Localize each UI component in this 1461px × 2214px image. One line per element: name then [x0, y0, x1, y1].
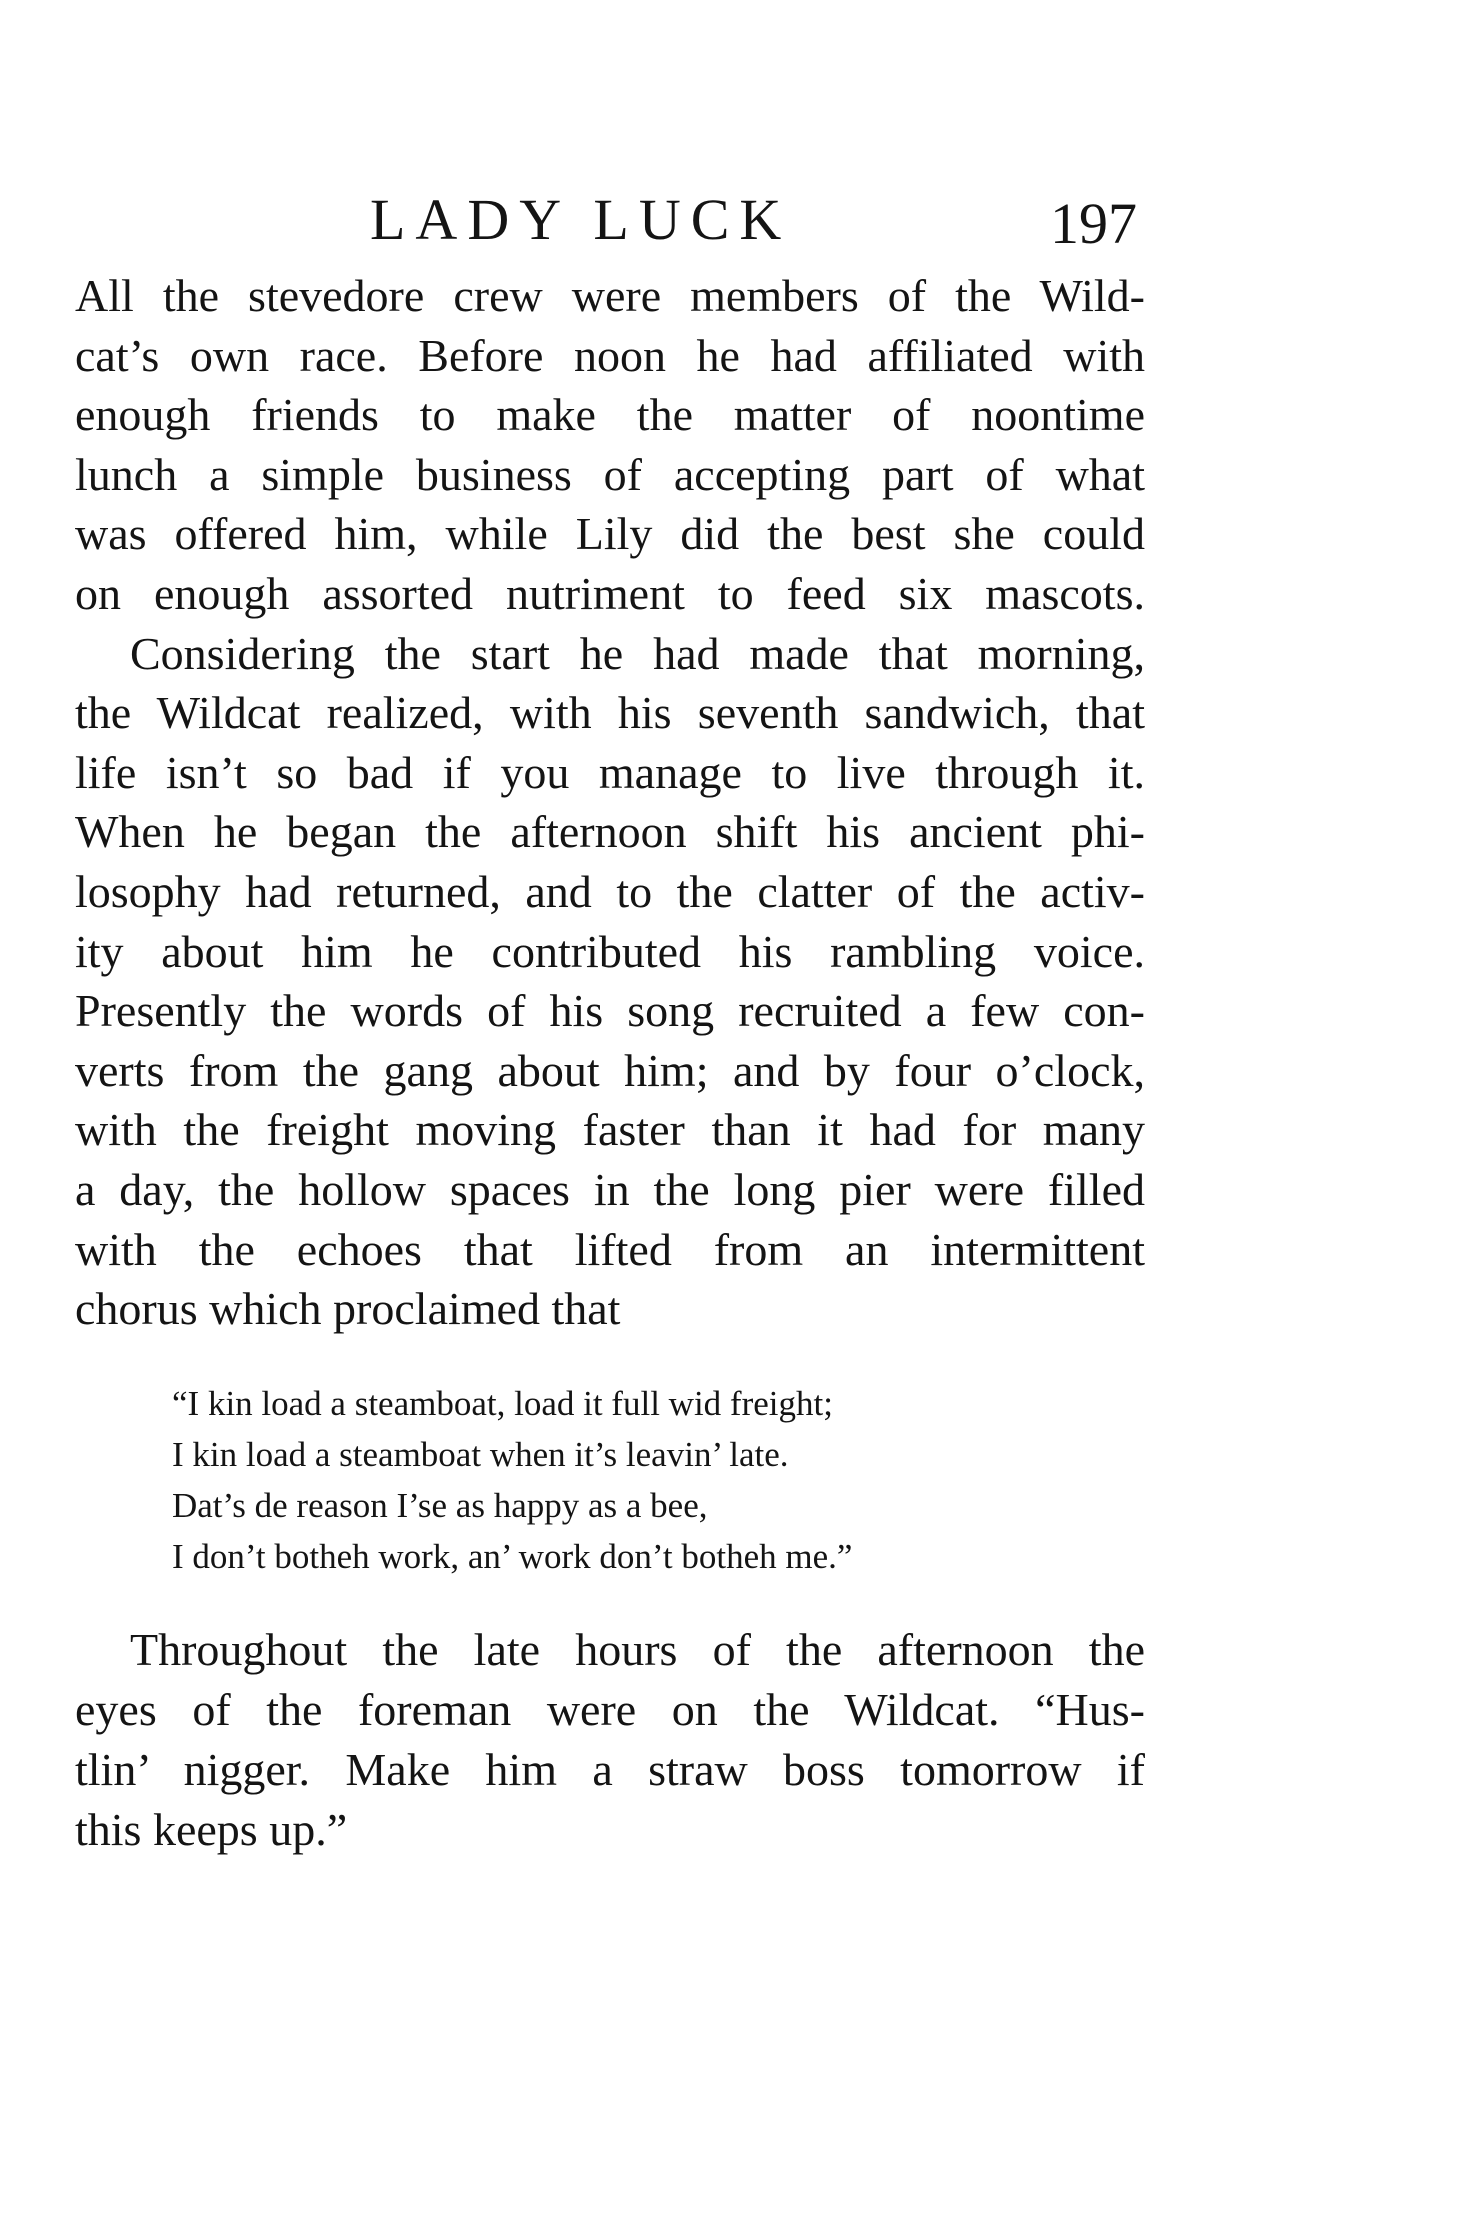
text-line: on enough assorted nutriment to feed six mascots. — [75, 567, 1145, 619]
text-line: the Wildcat realized, with his seventh sandwich, that — [75, 687, 1145, 739]
text-line: enough friends to make the matter of noontime — [75, 389, 1145, 441]
running-head — [75, 180, 1145, 260]
text-line: was offered him, while Lily did the best she could — [75, 508, 1145, 560]
verse-line: I kin load a steamboat when it’s leavin’ late. — [172, 1435, 789, 1474]
text-line: eyes of the foreman were on the Wildcat. “Hus- — [75, 1684, 1145, 1735]
paragraph-start-line: Considering the start he had made that morning, — [130, 627, 1145, 679]
text-line: cat’s own race. Before noon he had affiliated with — [75, 329, 1145, 381]
body-text — [75, 266, 1145, 1339]
text-line: with the echoes that lifted from an intermittent — [75, 1223, 1145, 1275]
text-line: verts from the gang about him; and by four o’clock, — [75, 1044, 1145, 1096]
page-number: 197 — [1050, 191, 1137, 256]
text-line: tlin’ nigger. Make him a straw boss tomorrow if — [75, 1744, 1145, 1795]
text-line: ity about him he contributed his rambling voice. — [75, 925, 1145, 977]
closing-paragraph — [75, 1620, 1145, 1860]
text-line: Presently the words of his song recruited a few con- — [75, 985, 1145, 1037]
text-line: losophy had returned, and to the clatter of the activ- — [75, 865, 1145, 917]
verse-line: I don’t botheh work, an’ work don’t botheh me.” — [172, 1537, 853, 1576]
running-title: LADY LUCK — [370, 187, 792, 252]
verse-line: Dat’s de reason I’se as happy as a bee, — [172, 1486, 708, 1525]
text-line: with the freight moving faster than it had for many — [75, 1104, 1145, 1156]
text-line: a day, the hollow spaces in the long pier were filled — [75, 1163, 1145, 1215]
paragraph-start-line: Throughout the late hours of the afternoon the — [130, 1624, 1145, 1675]
text-line: this keeps up.” — [75, 1804, 348, 1855]
text-line: All the stevedore crew were members of the Wild- — [75, 270, 1145, 321]
text-line: life isn’t so bad if you manage to live through it. — [75, 746, 1145, 798]
verse-line: “I kin load a steamboat, load it full wid freight; — [172, 1384, 833, 1423]
song-verse — [172, 1378, 1072, 1582]
text-line: lunch a simple business of accepting part of what — [75, 448, 1145, 500]
text-line: chorus which proclaimed that — [75, 1283, 621, 1335]
text-line: When he began the afternoon shift his ancient phi- — [75, 806, 1145, 858]
